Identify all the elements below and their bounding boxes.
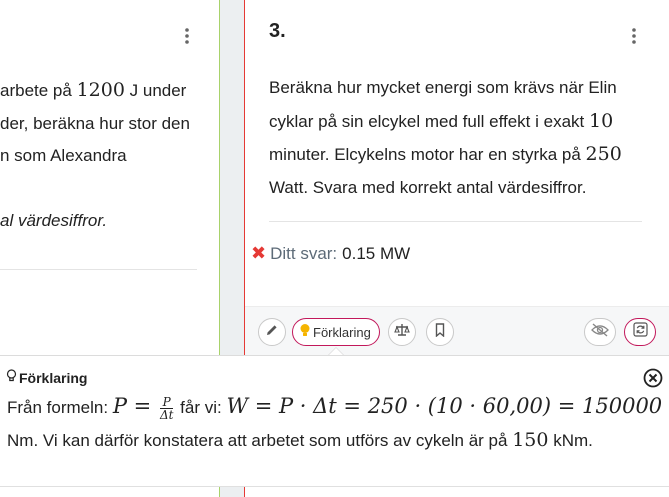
explanation-button[interactable] — [292, 318, 380, 346]
hide-button[interactable] — [584, 318, 616, 346]
lightbulb-outline-icon — [6, 369, 17, 386]
kebab-menu-icon[interactable] — [632, 28, 636, 49]
bookmark-button[interactable] — [426, 318, 454, 346]
question-text: Beräkna hur mycket energi som krävs när Elin cyklar på sin elcykel med full effekt i exakt 10 minuter. Elcykelns motor har en styrka på 250 Watt. Svara med korrekt antal värdesiffror. — [269, 78, 622, 197]
refresh-icon — [633, 322, 648, 342]
question-text: arbete på 1200 J under der, beräkna hur stor den n som Alexandra al värdesiffror. — [0, 79, 190, 230]
divider — [0, 269, 197, 270]
popup-title: Förklaring — [6, 369, 87, 386]
answer-value: 0.15 MW — [342, 243, 411, 263]
bookmark-icon — [435, 323, 445, 342]
kebab-menu-icon[interactable] — [185, 28, 189, 49]
x-mark-icon: ✖ — [251, 243, 267, 263]
edit-button[interactable] — [258, 318, 286, 346]
compare-button[interactable] — [388, 318, 416, 346]
divider — [269, 221, 642, 222]
question-number: 3. — [269, 20, 286, 42]
scale-icon — [394, 323, 410, 342]
answer-label: Ditt svar: — [270, 243, 338, 263]
explanation-label: Förklaring — [313, 324, 371, 340]
fraction: $\frac{P}{\Delta t}$ — [159, 395, 174, 423]
explanation-popup — [0, 355, 669, 487]
answer-row — [251, 243, 410, 264]
pencil-icon — [265, 323, 279, 342]
explanation-text: Från formeln: P = $\frac{P}{\Delta t}$ får vi: W = P · Δt = 250 · (10 · 60,00) = 150000 Nm. Vi kan därför konstatera att arbetet som utförs av cykeln är på 150 kNm. — [7, 394, 663, 451]
eye-off-icon — [591, 323, 609, 342]
lightbulb-icon — [299, 323, 311, 341]
retry-button[interactable] — [624, 318, 656, 346]
